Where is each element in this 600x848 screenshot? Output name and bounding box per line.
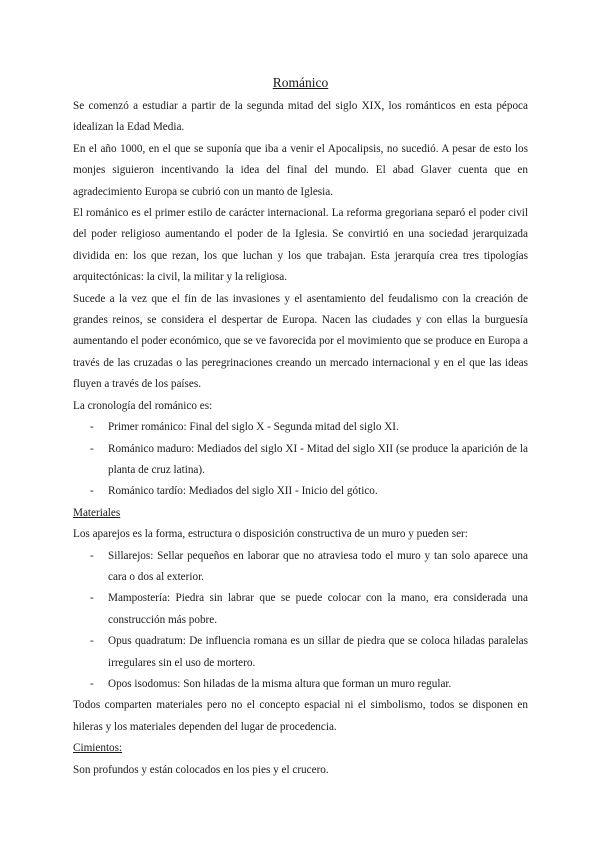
document-title: Románico (272, 75, 329, 90)
document-page (73, 72, 528, 781)
chronology-list (73, 417, 528, 503)
materials-outro: Todos comparten materiales pero no el concepto espacial ni el simbolismo, todos se disponen en hileras y los materiales dependen del lugar de procedencia. (73, 699, 528, 733)
intro-paragraph-2: En el año 1000, en el que se suponía que iba a venir el Apocalipsis, no sucedió. A pesar de esto los monjes siguieron incentivando la idea del final del mundo. El abad Glaver cuenta que en agradecimiento Europa se cubrió con un manto de Iglesia. (73, 142, 528, 198)
intro-paragraph-1: Se comenzó a estudiar a partir de la segunda mitad del siglo XIX, los románticos en esta pépoca idealizan la Edad Media. (73, 100, 528, 134)
chronology-intro: La cronología del románico es: (73, 399, 213, 412)
intro-paragraph-4: Sucede a la vez que el fin de las invasiones y el asentamiento del feudalismo con la creación de grandes reinos, se considera el despertar de Europa. Nacen las ciudades y con ellas la burguesía aumentando el poder económico, que se ve favorecida por el movimiento que se produce en Europa a través de las cruzadas o las peregrinaciones creando un mercado internacional y en el que las ideas fluyen a través de los países. (73, 292, 528, 391)
materials-intro: Los aparejos es la forma, estructura o disposición constructiva de un muro y pueden ser: (73, 528, 468, 541)
materials-item-2: - Mampostería: Piedra sin labrar que se puede colocar con la mano, era considerada una construcción más pobre. (73, 588, 528, 631)
materials-heading: Materiales (73, 506, 121, 519)
foundations-text: Son profundos y están colocados en los pies y el crucero. (73, 763, 329, 776)
materials-item-1: - Sillarejos: Sellar pequeños en laborar que no atraviesa todo el muro y tan solo aparece una cara o dos al exterior. (73, 546, 528, 589)
foundations-heading: Cimientos: (73, 742, 123, 755)
materials-item-3: - Opus quadratum: De influencia romana es un sillar de piedra que se coloca hiladas paralelas irregulares sin el uso de mortero. (73, 631, 528, 674)
chronology-item-1: - Primer románico: Final del siglo X - Segunda mitad del siglo XI. (73, 417, 528, 438)
chronology-item-3: - Románico tardío: Mediados del siglo XII - Inicio del gótico. (73, 481, 528, 502)
chronology-item-2: - Románico maduro: Mediados del siglo XI - Mitad del siglo XII (se produce la aparición de la planta de cruz latina). (73, 439, 528, 482)
materials-list (73, 546, 528, 696)
intro-paragraph-3: El románico es el primer estilo de carácter internacional. La reforma gregoriana separó el poder civil del poder religioso aumentando el poder de la Iglesia. Se convirtió en una sociedad jerarquizada dividida en: los que rezan, los que luchan y los que trabajan. Esta jerarquía crea tres tipologías arquitectónicas: la civil, la militar y la religiosa. (73, 207, 528, 284)
materials-item-4: - Opos isodomus: Son hiladas de la misma altura que forman un muro regular. (73, 674, 528, 695)
